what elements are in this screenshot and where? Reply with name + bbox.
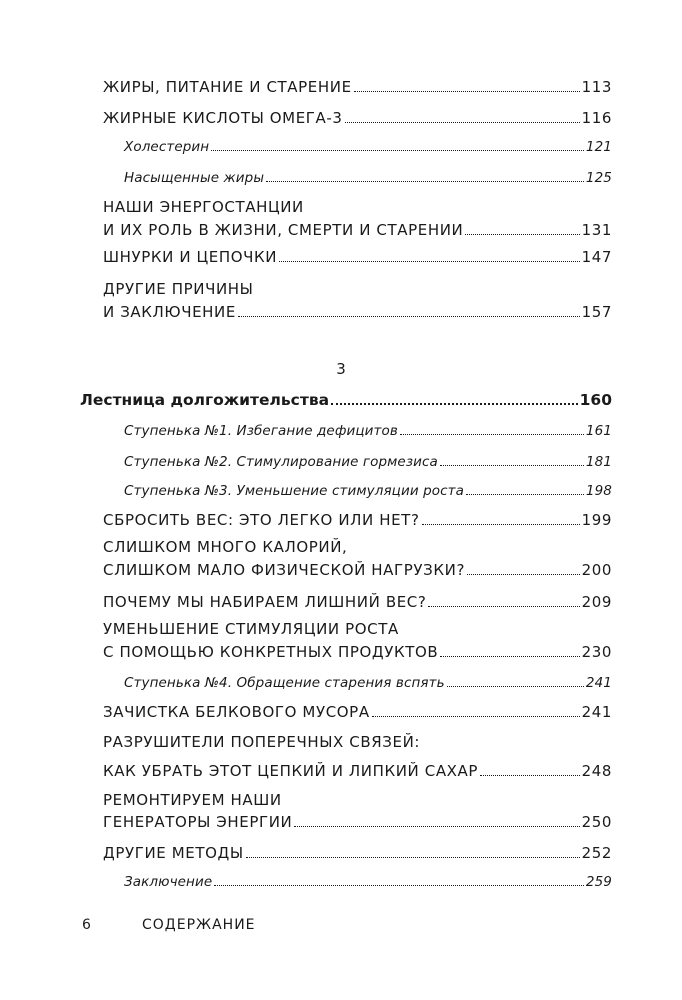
dot-leader (294, 826, 579, 827)
toc-entry-page: 181 (585, 454, 612, 470)
toc-entry-title: Ступенька №1. Избегание дефицитов (124, 423, 398, 439)
toc-entry[interactable] (103, 78, 612, 96)
dot-leader (440, 465, 584, 466)
dot-leader (422, 524, 580, 525)
toc-entry-title: ЗАЧИСТКА БЕЛКОВОГО МУСОРА (103, 703, 370, 721)
toc-entry-page: 116 (581, 109, 612, 127)
dot-leader (447, 686, 584, 687)
toc-subentry[interactable] (124, 874, 612, 890)
toc-entry-title: ЖИРНЫЕ КИСЛОТЫ ОМЕГА-3 (103, 109, 343, 127)
toc-subentry[interactable] (124, 170, 612, 186)
toc-entry[interactable] (103, 221, 612, 239)
dot-leader (211, 150, 584, 151)
toc-subentry[interactable] (124, 423, 612, 439)
dot-leader (331, 403, 578, 405)
part-number: 3 (336, 360, 346, 378)
dot-leader (238, 316, 580, 317)
toc-entry-page: 241 (581, 703, 612, 721)
toc-entry-page: 161 (585, 423, 612, 439)
toc-entry-title-line1: ДРУГИЕ ПРИЧИНЫ (103, 280, 254, 298)
toc-entry[interactable] (103, 511, 612, 529)
dot-leader (465, 234, 579, 235)
toc-entry-title: Ступенька №3. Уменьшение стимуляции роста (124, 483, 464, 499)
toc-entry-page: 160 (579, 391, 612, 409)
toc-entry-title-line1: РАЗРУШИТЕЛИ ПОПЕРЕЧНЫХ СВЯЗЕЙ: (103, 733, 421, 751)
toc-entry[interactable] (103, 109, 612, 127)
toc-entry-page: 259 (585, 874, 612, 890)
toc-entry-page: 121 (585, 139, 612, 155)
toc-entry-page: 199 (581, 511, 612, 529)
toc-entry-page: 198 (585, 483, 612, 499)
toc-entry-page: 209 (581, 593, 612, 611)
dot-leader (214, 885, 584, 886)
toc-entry-page: 113 (581, 78, 612, 96)
toc-entry[interactable] (103, 248, 612, 266)
toc-entry-title-line1: НАШИ ЭНЕРГОСТАНЦИИ (103, 198, 304, 216)
toc-entry[interactable] (103, 844, 612, 862)
toc-entry-page: 250 (581, 813, 612, 831)
dot-leader (279, 261, 579, 262)
dot-leader (400, 434, 584, 435)
toc-entry-title: СБРОСИТЬ ВЕС: ЭТО ЛЕГКО ИЛИ НЕТ? (103, 511, 420, 529)
toc-entry-title: И ЗАКЛЮЧЕНИЕ (103, 303, 236, 321)
dot-leader (480, 775, 579, 776)
toc-entry-page: 241 (585, 675, 612, 691)
toc-entry-page: 125 (585, 170, 612, 186)
toc-entry-title-line1: СЛИШКОМ МНОГО КАЛОРИЙ, (103, 538, 348, 556)
toc-entry-title-line1: РЕМОНТИРУЕМ НАШИ (103, 791, 282, 809)
toc-entry[interactable] (103, 762, 612, 780)
dot-leader (246, 857, 580, 858)
dot-leader (466, 494, 584, 495)
toc-entry-title-line1: УМЕНЬШЕНИЕ СТИМУЛЯЦИИ РОСТА (103, 620, 399, 638)
toc-entry-title: ШНУРКИ И ЦЕПОЧКИ (103, 248, 278, 266)
toc-entry-title: С ПОМОЩЬЮ КОНКРЕТНЫХ ПРОДУКТОВ (103, 643, 439, 661)
toc-subentry[interactable] (124, 454, 612, 470)
toc-entry-page: 248 (581, 762, 612, 780)
dot-leader (467, 574, 580, 575)
dot-leader (428, 606, 579, 607)
toc-entry[interactable] (103, 593, 612, 611)
toc-entry-title: ЖИРЫ, ПИТАНИЕ И СТАРЕНИЕ (103, 78, 352, 96)
page-number: 6 (82, 917, 91, 933)
toc-entry-page: 131 (581, 221, 612, 239)
dot-leader (440, 656, 579, 657)
toc-entry-title: ДРУГИЕ МЕТОДЫ (103, 844, 244, 862)
dot-leader (372, 716, 580, 717)
toc-entry-page: 147 (581, 248, 612, 266)
toc-entry-title: Ступенька №4. Обращение старения вспять (124, 675, 445, 691)
toc-entry-title: И ИХ РОЛЬ В ЖИЗНИ, СМЕРТИ И СТАРЕНИИ (103, 221, 464, 239)
toc-entry[interactable] (103, 813, 612, 831)
toc-entry-title: Заключение (124, 874, 213, 890)
dot-leader (354, 91, 580, 92)
toc-entry-page: 230 (581, 643, 612, 661)
toc-entry-page: 157 (581, 303, 612, 321)
toc-entry-title: СЛИШКОМ МАЛО ФИЗИЧЕСКОЙ НАГРУЗКИ? (103, 561, 466, 579)
dot-leader (345, 122, 580, 123)
toc-entry-title: ГЕНЕРАТОРЫ ЭНЕРГИИ (103, 813, 293, 831)
toc-entry[interactable] (103, 643, 612, 661)
toc-subentry[interactable] (124, 675, 612, 691)
toc-subentry[interactable] (124, 483, 612, 499)
dot-leader (266, 181, 584, 182)
toc-entry[interactable] (103, 703, 612, 721)
toc-entry-title: КАК УБРАТЬ ЭТОТ ЦЕПКИЙ И ЛИПКИЙ САХАР (103, 762, 479, 780)
toc-entry-title: Ступенька №2. Стимулирование гормезиса (124, 454, 438, 470)
toc-chapter[interactable] (80, 391, 612, 409)
toc-entry-title: ПОЧЕМУ МЫ НАБИРАЕМ ЛИШНИЙ ВЕС? (103, 593, 427, 611)
toc-entry-page: 252 (581, 844, 612, 862)
toc-entry[interactable] (103, 561, 612, 579)
toc-entry-title: Насыщенные жиры (124, 170, 265, 186)
toc-entry[interactable] (103, 303, 612, 321)
running-footer-title: СОДЕРЖАНИЕ (142, 917, 256, 933)
toc-entry-title: Холестерин (124, 139, 210, 155)
toc-entry-page: 200 (581, 561, 612, 579)
toc-entry-title: Лестница долгожительства (80, 391, 330, 409)
toc-subentry[interactable] (124, 139, 612, 155)
